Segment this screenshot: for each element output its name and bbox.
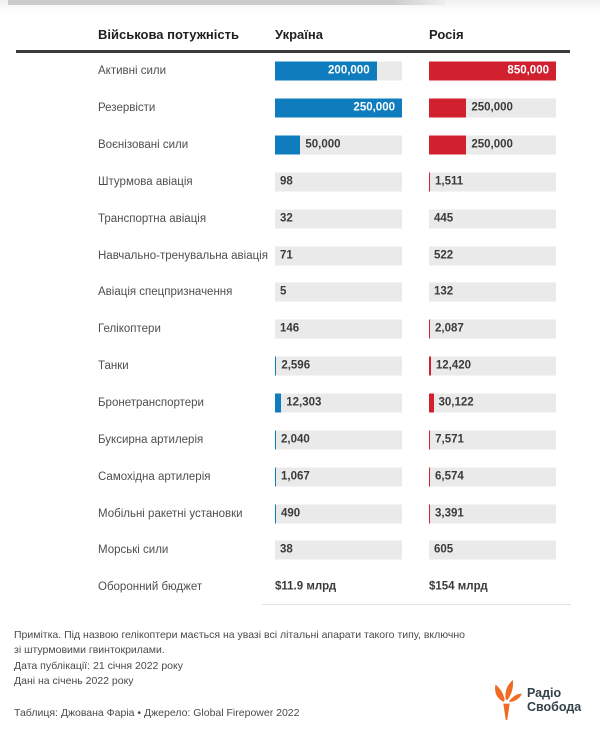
ukraine-bar-track xyxy=(275,504,402,523)
table-row xyxy=(0,569,600,606)
table-row xyxy=(0,532,600,569)
ukraine-value: 250,000 xyxy=(353,101,395,114)
row-label: Бронетранспортери xyxy=(98,397,204,410)
ukraine-cell xyxy=(275,62,402,81)
russia-bar-fill xyxy=(429,320,430,339)
ukraine-value: 1,067 xyxy=(281,470,310,483)
russia-bar-track xyxy=(429,504,556,523)
ukraine-bar-fill xyxy=(275,357,276,376)
ukraine-bar-track xyxy=(275,62,402,81)
russia-value: 30,122 xyxy=(438,396,474,409)
ukraine-bar-track xyxy=(275,541,402,560)
radio-svoboda-logo xyxy=(491,679,581,721)
russia-value: 605 xyxy=(434,543,454,556)
table-row xyxy=(0,164,600,201)
torch-icon xyxy=(491,679,522,721)
russia-bar-fill xyxy=(429,172,430,191)
footer-divider xyxy=(262,604,571,605)
ukraine-value: 5 xyxy=(280,285,287,298)
ukraine-bar-track xyxy=(275,283,402,302)
ukraine-bar-track xyxy=(275,578,402,597)
data-as-of: Дані на січень 2022 року xyxy=(14,675,134,687)
ukraine-value: 200,000 xyxy=(328,64,370,77)
russia-cell xyxy=(429,467,556,486)
row-label: Мобільні ракетні установки xyxy=(98,507,243,520)
ukraine-cell xyxy=(275,504,402,523)
russia-bar-fill xyxy=(429,504,430,523)
russia-bar-track xyxy=(429,172,556,191)
row-label: Танки xyxy=(98,360,129,373)
russia-value: 7,571 xyxy=(435,433,464,446)
russia-bar-track xyxy=(429,541,556,560)
ukraine-value: 12,303 xyxy=(286,396,322,409)
footnote-line1: Примітка. Під назвою гелікоптери мається на увазі всі літальні апарати такого типу, включно xyxy=(14,629,466,641)
row-label: Резервісти xyxy=(98,102,156,115)
ukraine-bar-track xyxy=(275,209,402,228)
russia-bar-fill xyxy=(429,357,431,376)
russia-cell xyxy=(429,430,556,449)
russia-bar-fill xyxy=(429,99,466,118)
russia-bar-track xyxy=(429,209,556,228)
russia-bar-track xyxy=(429,357,556,376)
table-row xyxy=(0,237,600,274)
table-row xyxy=(0,127,600,164)
ukraine-cell xyxy=(275,246,402,265)
row-label: Штурмова авіація xyxy=(98,175,193,188)
russia-cell xyxy=(429,320,556,339)
russia-value: 2,087 xyxy=(435,322,464,335)
credit-line: Таблиця: Джована Фаріа • Джерело: Global Firepower 2022 xyxy=(14,707,300,719)
russia-bar-track xyxy=(429,430,556,449)
russia-value: 445 xyxy=(434,212,454,225)
ukraine-value: 98 xyxy=(280,175,293,188)
ukraine-cell xyxy=(275,320,402,339)
ukraine-value: 50,000 xyxy=(305,138,341,151)
russia-cell xyxy=(429,357,556,376)
ukraine-cell xyxy=(275,394,402,413)
table-body xyxy=(0,53,600,606)
top-grey-strip xyxy=(8,0,446,5)
russia-bar-fill xyxy=(429,430,430,449)
russia-bar-track xyxy=(429,467,556,486)
russia-value: 522 xyxy=(434,249,454,262)
table-row xyxy=(0,311,600,348)
ukraine-cell xyxy=(275,430,402,449)
row-label: Оборонний бюджет xyxy=(98,581,203,594)
table-row xyxy=(0,53,600,90)
russia-value: 6,574 xyxy=(435,470,464,483)
russia-value: 3,391 xyxy=(435,507,464,520)
table-row xyxy=(0,90,600,127)
logo-line2: Свобода xyxy=(527,700,582,714)
ukraine-bar-fill xyxy=(275,504,276,523)
russia-value: 12,420 xyxy=(435,359,472,372)
russia-bar-fill xyxy=(429,467,430,486)
russia-cell xyxy=(429,504,556,523)
russia-bar-track xyxy=(429,283,556,302)
russia-bar-track xyxy=(429,246,556,265)
russia-bar-track xyxy=(429,394,556,413)
russia-bar-track xyxy=(429,62,556,81)
ukraine-bar-track xyxy=(275,357,402,376)
ukraine-cell xyxy=(275,99,402,118)
ukraine-value: 2,596 xyxy=(281,359,311,372)
column-header-russia: Росія xyxy=(429,27,464,42)
russia-cell xyxy=(429,136,556,155)
russia-bar-track xyxy=(429,99,556,118)
row-label: Морські сили xyxy=(98,544,169,557)
ukraine-bar-fill xyxy=(275,136,300,155)
ukraine-cell xyxy=(275,172,402,191)
row-label: Активні сили xyxy=(98,65,167,78)
table-row xyxy=(0,200,600,237)
ukraine-value: $11.9 млрд xyxy=(275,580,337,593)
ukraine-bar-fill xyxy=(275,467,276,486)
ukraine-bar-track xyxy=(275,172,402,191)
russia-bar-track xyxy=(429,136,556,155)
ukraine-bar-track xyxy=(275,136,402,155)
footnote xyxy=(14,628,465,659)
ukraine-cell xyxy=(275,578,402,597)
ukraine-value: 2,040 xyxy=(281,433,310,446)
russia-value: 250,000 xyxy=(471,101,513,114)
russia-cell xyxy=(429,172,556,191)
table-row xyxy=(0,385,600,422)
russia-cell xyxy=(429,541,556,560)
ukraine-value: 38 xyxy=(280,543,293,556)
row-label: Самохідна артилерія xyxy=(98,470,211,483)
ukraine-cell xyxy=(275,541,402,560)
russia-cell xyxy=(429,283,556,302)
russia-cell xyxy=(429,62,556,81)
footnote-line2: зі штурмовими гвинтокрилами. xyxy=(14,644,165,657)
ukraine-bar-track xyxy=(275,99,402,118)
ukraine-value: 71 xyxy=(280,249,293,262)
russia-value: 250,000 xyxy=(471,138,513,151)
ukraine-value: 490 xyxy=(281,507,301,520)
russia-value: 132 xyxy=(434,285,454,298)
column-header-metric: Військова потужність xyxy=(98,27,239,42)
ukraine-value: 146 xyxy=(280,322,300,335)
publication-date: Дата публікації: 21 січня 2022 року xyxy=(14,660,183,672)
russia-bar-fill xyxy=(429,136,466,155)
table-row xyxy=(0,495,600,532)
ukraine-value: 32 xyxy=(280,212,293,225)
ukraine-bar-track xyxy=(275,320,402,339)
ukraine-cell xyxy=(275,357,402,376)
russia-cell xyxy=(429,394,556,413)
russia-cell xyxy=(429,246,556,265)
logo-line1: Радіо xyxy=(527,685,562,700)
russia-bar-track xyxy=(429,320,556,339)
russia-bar-fill xyxy=(429,394,434,413)
row-label: Авіація спецпризначення xyxy=(98,286,233,299)
russia-value: 850,000 xyxy=(507,64,549,77)
russia-cell xyxy=(429,99,556,118)
column-header-ukraine: Україна xyxy=(275,27,324,42)
russia-value: 1,511 xyxy=(435,175,464,188)
ukraine-cell xyxy=(275,136,402,155)
row-label: Воєнізовані сили xyxy=(98,139,189,152)
row-label: Гелікоптери xyxy=(98,323,161,336)
ukraine-bar-track xyxy=(275,467,402,486)
russia-cell xyxy=(429,209,556,228)
ukraine-bar-track xyxy=(275,246,402,265)
logo-wordmark xyxy=(527,686,581,715)
russia-value: $154 млрд xyxy=(429,580,488,593)
table-row xyxy=(0,458,600,495)
russia-bar-track xyxy=(429,578,556,597)
table-row xyxy=(0,421,600,458)
row-label: Транспортна авіація xyxy=(98,212,207,225)
row-label: Буксирна артилерія xyxy=(98,433,204,446)
ukraine-cell xyxy=(275,209,402,228)
ukraine-bar-fill xyxy=(275,430,276,449)
table-row xyxy=(0,348,600,385)
row-label: Навчально-тренувальна авіація xyxy=(98,249,268,262)
russia-cell xyxy=(429,578,556,597)
ukraine-bar-track xyxy=(275,394,402,413)
ukraine-cell xyxy=(275,283,402,302)
ukraine-cell xyxy=(275,467,402,486)
ukraine-bar-track xyxy=(275,430,402,449)
table-row xyxy=(0,274,600,311)
ukraine-bar-fill xyxy=(275,394,281,413)
